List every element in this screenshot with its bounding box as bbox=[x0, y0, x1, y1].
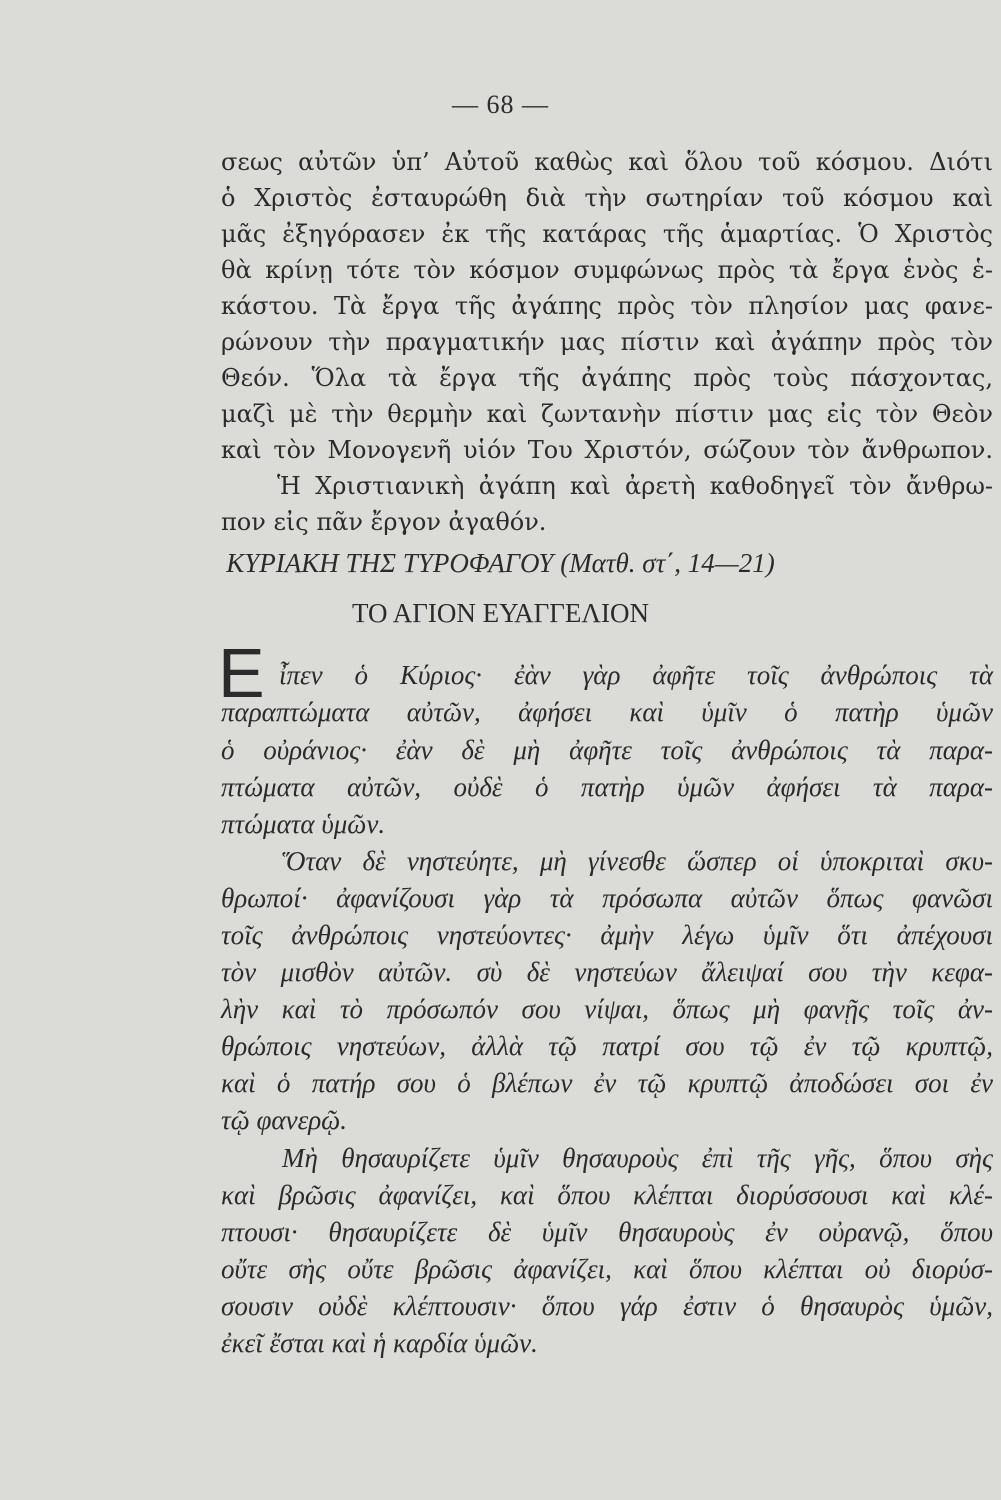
text-line: Ἡ Χριστιανικὴ ἀγάπη καὶ ἀρετὴ καθοδηγεῖ τὸν ἄνθρω- bbox=[277, 472, 993, 500]
text-line: καὶ τὸν Μονογενῆ υἱόν Του Χριστόν, σώζουν τὸν ἄνθρωπον. bbox=[221, 436, 993, 464]
text-line: πτουσι· θησαυρίζετε δὲ ὑμῖν θησαυροὺς ἐν οὐρανῷ, ὅπου bbox=[221, 1217, 993, 1247]
text-line: πτώματα ὑμῶν. bbox=[221, 809, 386, 839]
text-line: πον εἰς πᾶν ἔργον ἀγαθόν. bbox=[221, 508, 547, 536]
text-line: τὸν μισθὸν αὐτῶν. σὺ δὲ νηστεύων ἄλειψαί σου τὴν κεφα- bbox=[221, 957, 993, 987]
text-line: ἐκεῖ ἔσται καὶ ἡ καρδία ὑμῶν. bbox=[221, 1328, 538, 1358]
text-line: σεως αὐτῶν ὑπ’ Αὐτοῦ καθὼς καὶ ὅλου τοῦ κόσμου. Διότι bbox=[221, 148, 993, 176]
text-line: κάστου. Τὰ ἔργα τῆς ἀγάπης πρὸς τὸν πλησίον μας φανε- bbox=[221, 292, 993, 320]
text-line: οὔτε σὴς οὔτε βρῶσις ἀφανίζει, καὶ ὅπου κλέπται οὐ διορύσ- bbox=[221, 1254, 993, 1284]
text-line: σουσιν οὐδὲ κλέπτουσιν· ὅπου γάρ ἐστιν ὁ θησαυρὸς ὑμῶν, bbox=[221, 1291, 993, 1321]
text-line: πτώματα αὐτῶν, οὐδὲ ὁ πατὴρ ὑμῶν ἀφήσει τὰ παρα- bbox=[221, 772, 993, 802]
text-line: μαζὶ μὲ τὴν θερμὴν καὶ ζωντανὴν πίστιν μας εἰς τὸν Θεὸν bbox=[221, 400, 993, 428]
text-line: Θεόν. Ὅλα τὰ ἔργα τῆς ἀγάπης πρὸς τοὺς πάσχοντας, bbox=[221, 364, 993, 392]
text-line: τῷ φανερῷ. bbox=[221, 1105, 347, 1135]
gospel-heading: ΤΟ ΑΓΙΟΝ ΕΥΑΓΓΕΛΙΟΝ bbox=[352, 598, 649, 628]
text-line: καὶ ὁ πατήρ σου ὁ βλέπων ἐν τῷ κρυπτῷ ἀποδώσει σοι ἐν bbox=[221, 1068, 993, 1098]
text-line: Ὅταν δὲ νηστεύητε, μὴ γίνεσθε ὥσπερ οἱ ὑποκριταὶ σκυ- bbox=[282, 846, 993, 876]
text-line: μᾶς ἐξηγόρασεν ἐκ τῆς κατάρας τῆς ἁμαρτίας. Ὁ Χριστὸς bbox=[221, 220, 993, 248]
text-line: θρωποί· ἀφανίζουσι γὰρ τὰ πρόσωπα αὐτῶν ὅπως φανῶσι bbox=[221, 883, 993, 913]
page-number: — 68 — bbox=[452, 90, 549, 119]
text-line: θρώποις νηστεύων, ἀλλὰ τῷ πατρί σου τῷ ἐν τῷ κρυπτῷ, bbox=[221, 1031, 993, 1061]
drop-cap: Ε bbox=[218, 634, 265, 712]
section-heading: ΚΥΡΙΑΚΗ ΤΗΣ ΤΥΡΟΦΑΓΟΥ (Ματθ. στ΄, 14—21) bbox=[226, 548, 775, 578]
text-line: Μὴ θησαυρίζετε ὑμῖν θησαυροὺς ἐπὶ τῆς γῆς, ὅπου σὴς bbox=[282, 1143, 993, 1173]
text-line: ἶπεν ὁ Κύριος· ἐὰν γὰρ ἀφῆτε τοῖς ἀνθρώποις τὰ bbox=[279, 660, 993, 690]
text-line: ρώνουν τὴν πραγματικήν μας πίστιν καὶ ἀγάπην πρὸς τὸν bbox=[221, 328, 993, 356]
text-line: καὶ βρῶσις ἀφανίζει, καὶ ὅπου κλέπται διορύσσουσι καὶ κλέ- bbox=[221, 1180, 993, 1210]
text-line: ὁ Χριστὸς ἐσταυρώθη διὰ τὴν σωτηρίαν τοῦ κόσμου καὶ bbox=[221, 184, 993, 212]
text-line: λὴν καὶ τὸ πρόσωπόν σου νίψαι, ὅπως μὴ φανῇς τοῖς ἀν- bbox=[221, 994, 993, 1024]
text-line: παραπτώματα αὐτῶν, ἀφήσει καὶ ὑμῖν ὁ πατὴρ ὑμῶν bbox=[221, 697, 993, 727]
text-line: τοῖς ἀνθρώποις νηστεύοντες· ἀμὴν λέγω ὑμῖν ὅτι ἀπέχουσι bbox=[221, 920, 993, 950]
text-line: θὰ κρίνῃ τότε τὸν κόσμον συμφώνως πρὸς τὰ ἔργα ἑνὸς ἑ- bbox=[221, 256, 993, 284]
text-line: ὁ οὐράνιος· ἐὰν δὲ μὴ ἀφῆτε τοῖς ἀνθρώποις τὰ παρα- bbox=[221, 735, 993, 765]
